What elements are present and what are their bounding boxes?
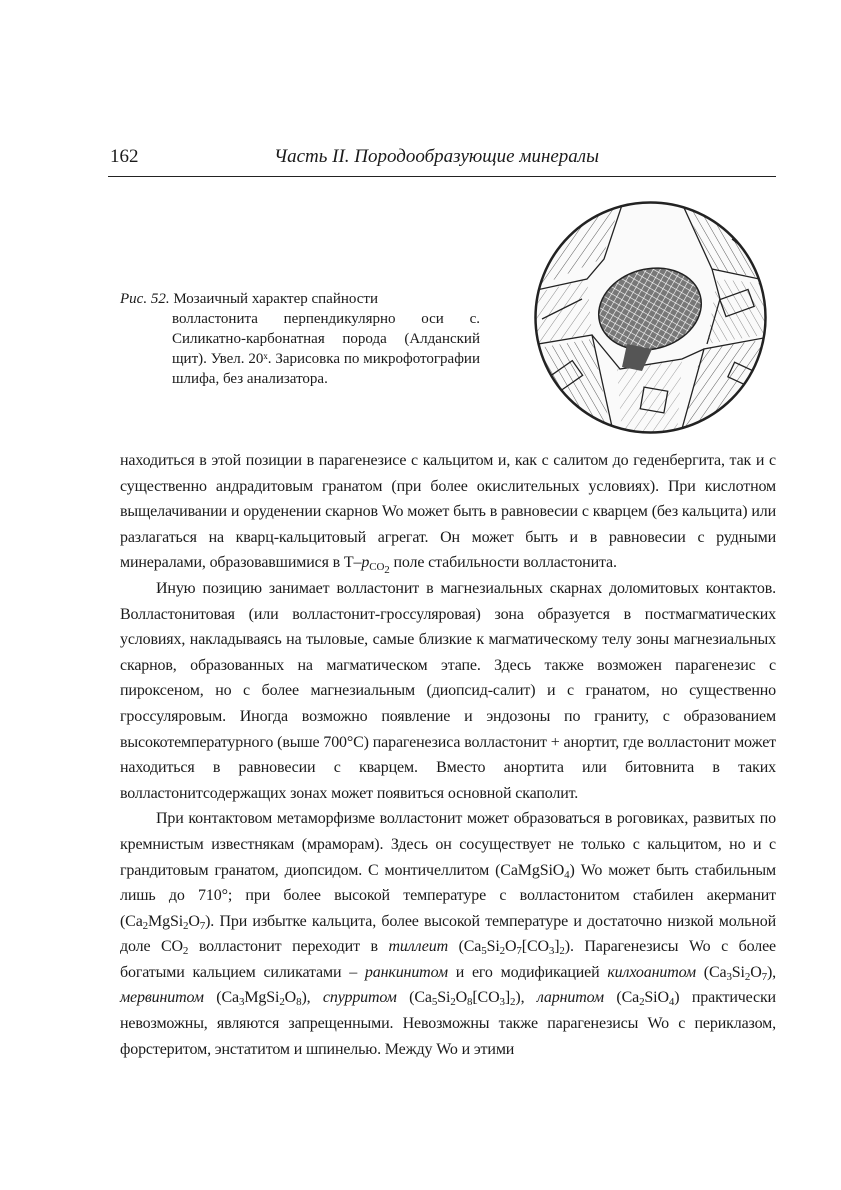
caption-label: Рис. 52.	[120, 291, 170, 307]
micrograph-sketch	[532, 199, 769, 436]
figure-caption	[120, 289, 480, 389]
page-header	[108, 142, 776, 177]
paragraph-3: При контактовом метаморфизме волластонит может образоваться в роговиках, развитых по кремнистым известнякам (мраморам). Здесь он сосуществует не только с кальцитом, но и с грандитовым гранатом, диопсидом. С монтичеллитом (CaMgSiO$_4$) Wo может быть стабильным лишь до 710°; при более высокой температуре с волластонитом стабилен акерманит $(Ca_2MgSi_2O_7)$. При избытке кальцита, более высокой температуре и достаточно низкой мольной доле $CO_2$ волластонит переходит в тиллеит $(Ca_5Si_2O_7[CO_3]_2)$. Парагенезисы Wo с более богатыми кальцием силикатами – ранкинитом и его модификацией килхоанитом $(Ca_3Si_2O_7)$, мервинитом $(Ca_3MgSi_2O_8)$, спурритом $(Ca_5Si_2O_8[CO_3]_2)$, ларнитом $(Ca_2SiO_4)$ практически невозможны, являются запрещенными. Невозможны также парагенезисы Wo с периклазом, форстеритом, энстатитом и шпинелью. Между Wo и этими	[120, 810, 777, 1058]
body-text	[120, 448, 776, 1062]
paragraph-2: Иную позицию занимает волластонит в магнезиальных скарнах доломитовых контактов. Волластонитовая (или волластонит-гроссуляровая) зона образуется в постмагматических условиях, накладываясь на тыловые, самые близкие к магматическому телу зоны магнезиальных скарнов, образованных на магматическом этапе. Здесь также возможен парагенезис с пироксеном, но с более магнезиальным (диопсид-салит) и с гранатом, но существенно гроссуляровым. Иногда возможно появление и эндозоны по граниту, с образованием высокотемпературного (выше 700°C) парагенезиса волластонит + анортит, где волластонит может находиться в равновесии с кварцем. Вместо анортита или битовнита в таких волластонитсодержащих зонах может появиться основной скаполит.	[120, 579, 776, 802]
caption-line1: Мозаичный характер спайности	[169, 291, 379, 307]
page-number: 162	[110, 146, 139, 167]
running-title: Часть II. Породообразующие минералы	[274, 146, 599, 167]
caption-text: волластонита перпендикулярно оси c. Силикатно-карбонатная порода (Алданский щит). Увел. 20ˣ. Зарисовка по микрофотографии шлифа, без анализатора.	[172, 311, 480, 387]
paragraph-1: находиться в этой позиции в парагенезисе с кальцитом и, как с салитом до геденбергита, так и с существенно андрадитовым гранатом (при более окислительных условиях). При кислотном выщелачивании и оруденении скарнов Wo может быть в равновесии с кварцем (без кальцита) или разлагаться на кварц-кальцитовый агрегат. Он может быть и в равновесии с рудными минералами, образовавшимися в $T-p_{CO_2}$ поле стабильности волластонита.	[120, 452, 776, 577]
